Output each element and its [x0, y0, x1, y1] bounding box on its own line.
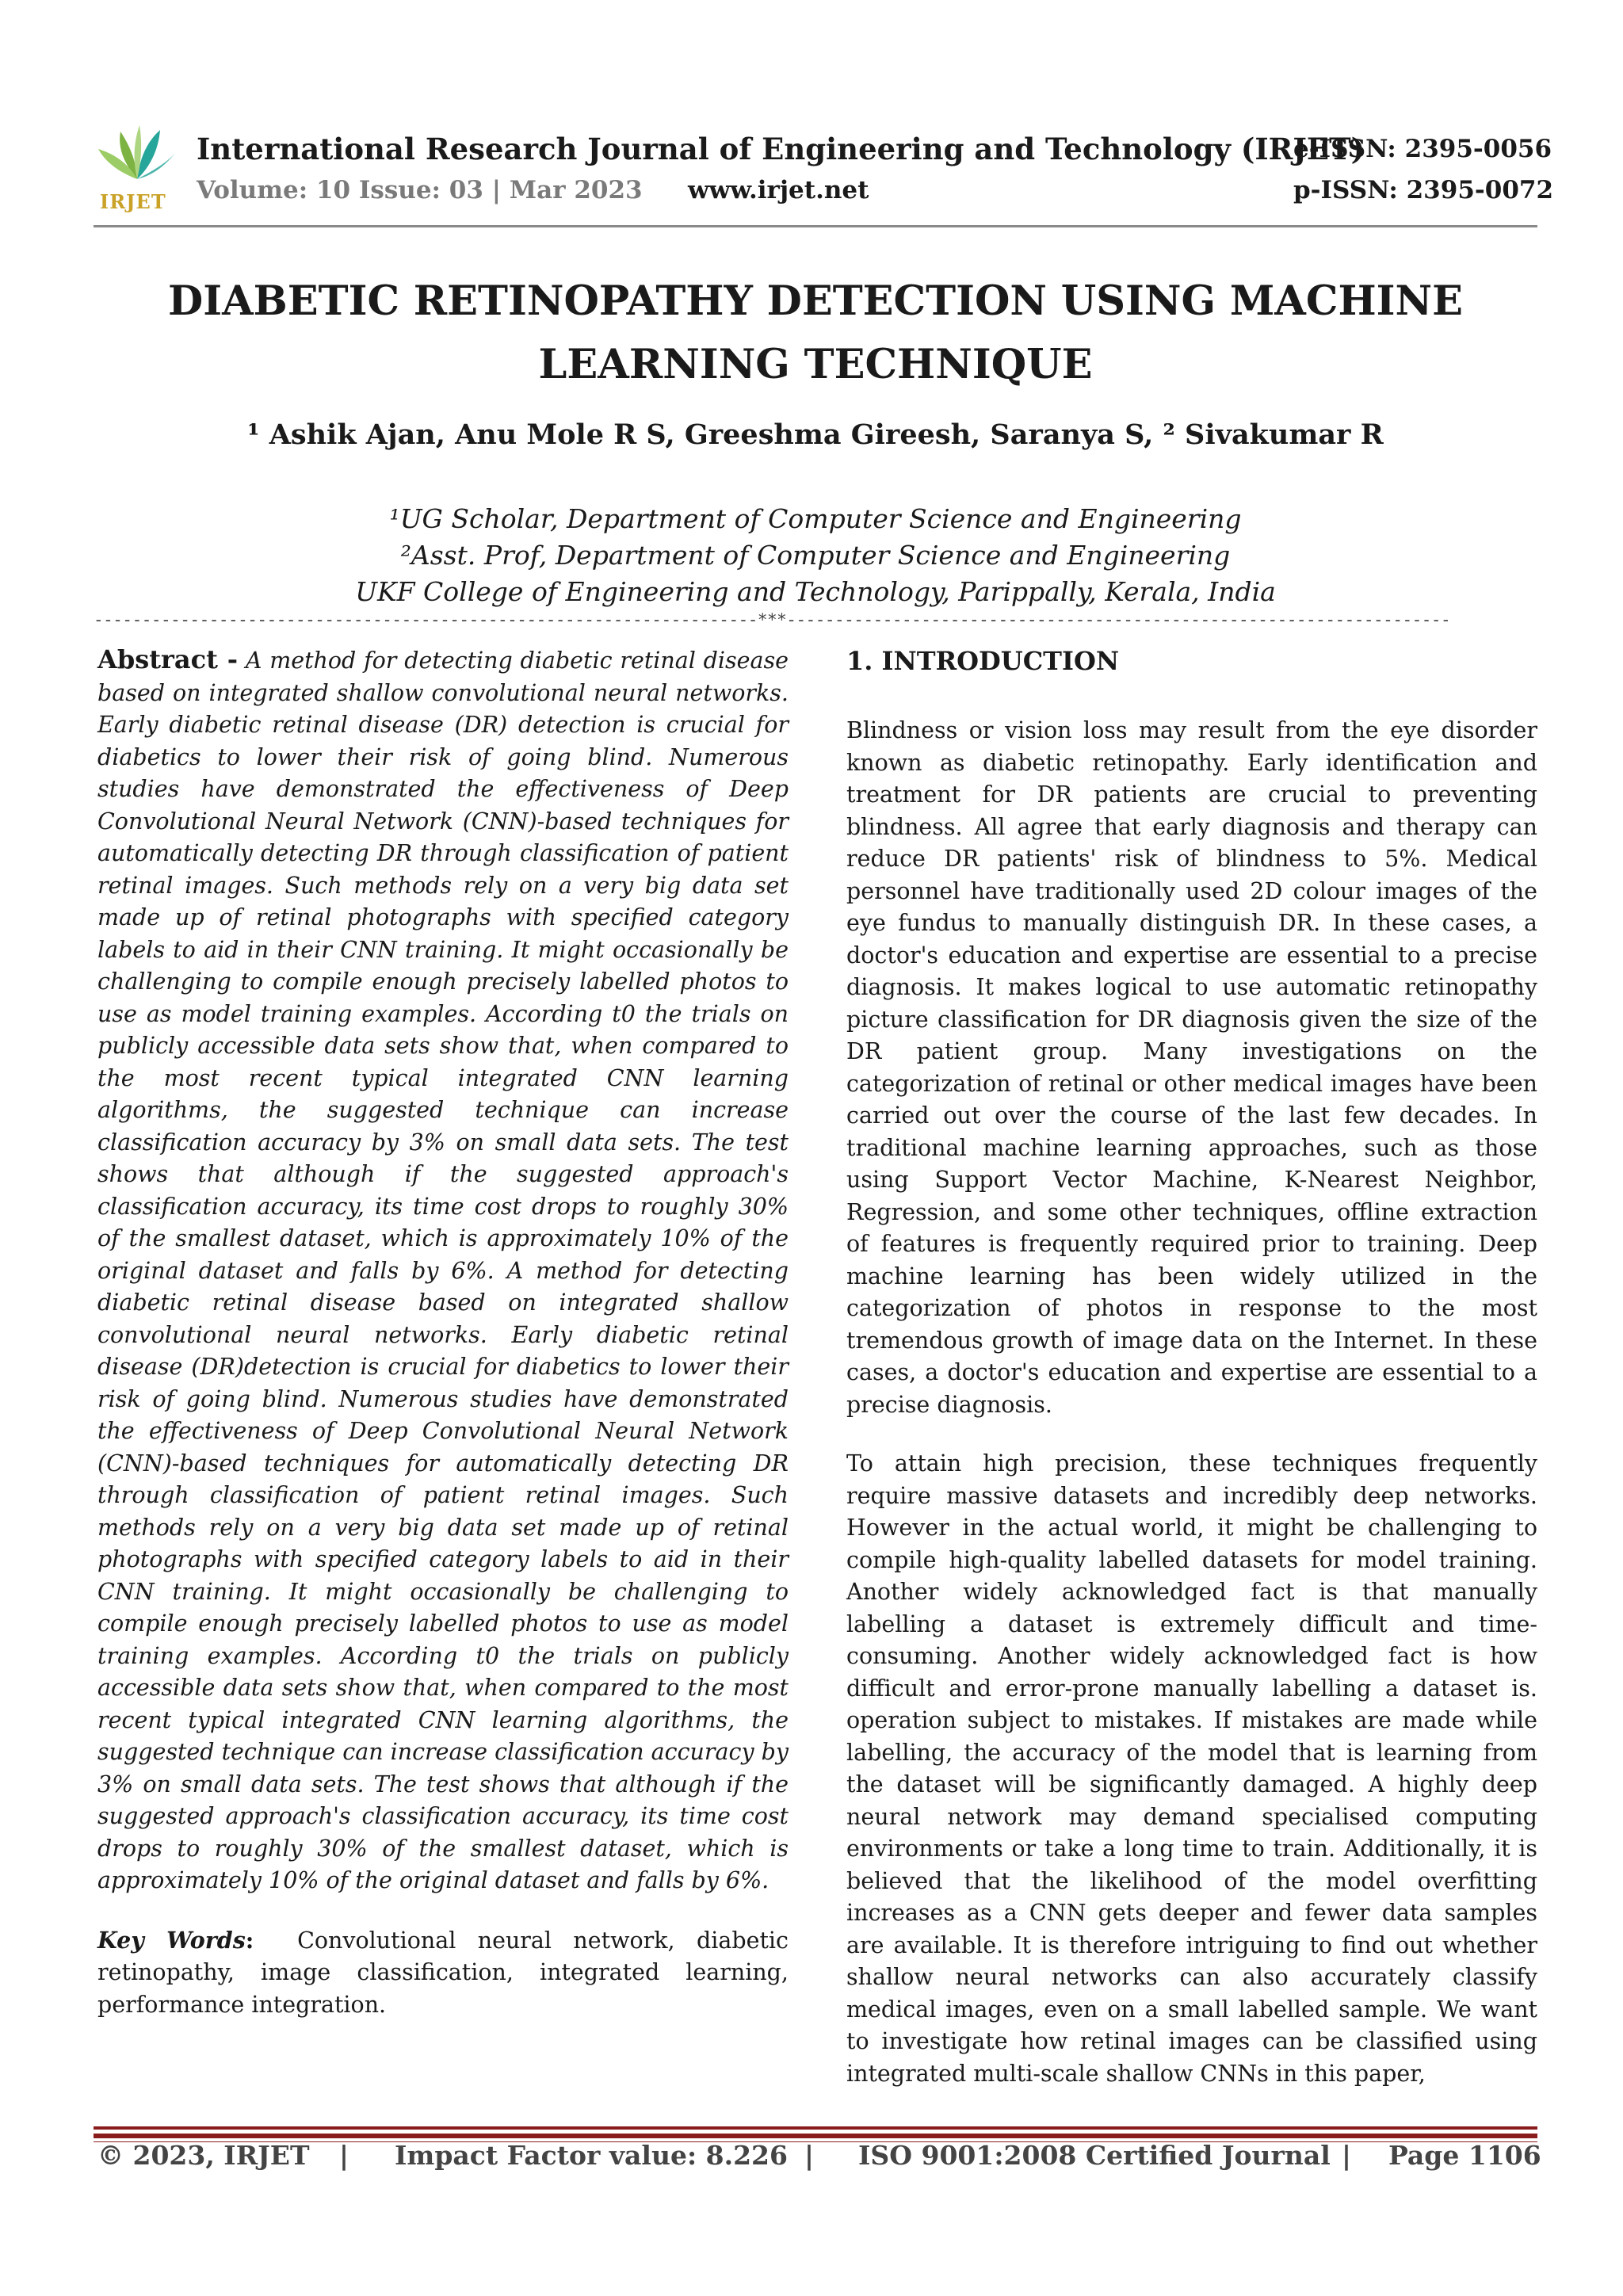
keywords: [97, 1924, 789, 2022]
p-issn: p-ISSN: 2395-0072: [1293, 176, 1554, 204]
author-list: ¹ Ashik Ajan, Anu Mole R S, Greeshma Gireesh, Saranya S, ² Sivakumar R: [247, 418, 1384, 451]
footer-page-number: Page 1106: [1388, 2140, 1541, 2171]
paper-title: DIABETIC RETINOPATHY DETECTION USING MACHINE LEARNING TECHNIQUE: [168, 277, 1463, 388]
footer-impact-factor: Impact Factor value: 8.226: [395, 2140, 788, 2171]
affiliation-3: UKF College of Engineering and Technology, Parippally, Kerala, India: [355, 576, 1276, 607]
introduction-heading: 1. INTRODUCTION: [846, 646, 1120, 676]
footer-separator: |: [804, 2140, 815, 2171]
keywords-colon: :: [245, 1926, 254, 1954]
logo-text: IRJET: [100, 190, 166, 213]
abstract-text: A method for detecting diabetic retinal disease based on integrated shallow convolutional neural networks. Early diabetic retinal disease (DR) detection is crucial for diabetics to lower their risk of going blind. Numerous studies have demonstrated the effectiveness of Deep Convolutional Neural Network (CNN)-based techniques for automatically detecting DR through classification of patient retinal images. Such methods rely on a very big data set made up of retinal photographs with specified category labels to aid in their CNN training. It might occasionally be challenging to compile enough precisely labelled photos to use as model training examples. According t0 the trials on publicly accessible data sets show that, when compared to the most recent typical integrated CNN learning algorithms, the suggested technique can increase classification accuracy by 3% on small data sets. The test shows that although if the suggested approach's classification accuracy, its time cost drops to roughly 30% of the smallest dataset, which is approximately 10% of the original dataset and falls by 6%. A method for detecting diabetic retinal disease based on integrated shallow convolutional neural networks. Early diabetic retinal disease (DR)detection is crucial for diabetics to lower their risk of going blind. Numerous studies have demonstrated the effectiveness of Deep Convolutional Neural Network (CNN)-based techniques for automatically detecting DR through classification of patient retinal images. Such methods rely on a very big data set made up of retinal photographs with specified category labels to aid in their CNN training. It might occasionally be challenging to compile enough precisely labelled photos to use as model training examples. According t0 the trials on publicly accessible data sets show that, when compared to the most recent typical integrated CNN learning algorithms, the suggested technique can increase classification accuracy by 3% on small data sets. The test shows that although if the suggested approach's classification accuracy, its time cost drops to roughly 30% of the smallest dataset, which is approximately 10% of the original dataset and falls by 6%.: [97, 648, 789, 1893]
abstract: [97, 644, 789, 1897]
keywords-label: Key Words: [97, 1926, 246, 1954]
footer-separator: |: [339, 2140, 349, 2171]
section-separator: ---------------------------------------------------------------------***---------------------------------------------------------------------: [94, 610, 1451, 629]
footer-separator: |: [1342, 2140, 1352, 2171]
journal-title: International Research Journal of Engineering and Technology (IRJET): [197, 132, 1365, 166]
affiliation-2: ²Asst. Prof, Department of Computer Science and Engineering: [400, 540, 1231, 571]
footer-copyright: © 2023, IRJET: [97, 2140, 310, 2171]
abstract-label: Abstract -: [97, 644, 239, 674]
footer-iso-certification: ISO 9001:2008 Certified Journal: [858, 2140, 1331, 2171]
header-divider: [94, 225, 1537, 227]
introduction-paragraph-2: To attain high precision, these techniques frequently require massive datasets and incredibly deep networks. However in the actual world, it might be challenging to compile high-quality labelled datasets for model training. Another widely acknowledged fact is that manually labelling a dataset is extremely difficult and time-consuming. Another widely acknowledged fact is how difficult and error-prone manually labelling a dataset is. operation subject to mistakes. If mistakes are made while labelling, the accuracy of the model that is learning from the dataset will be significantly damaged. A highly deep neural network may demand specialised computing environments or take a long time to train. Additionally, it is believed that the likelihood of the model overfitting increases as a CNN gets deeper and fewer data samples are available. It is therefore intriguing to find out whether shallow neural networks can also accurately classify medical images, even on a small labelled sample. We want to investigate how retinal images can be classified using integrated multi-scale shallow CNNs in this paper,: [846, 1450, 1537, 2087]
journal-logo: [94, 117, 181, 216]
affiliation-1: ¹UG Scholar, Department of Computer Science and Engineering: [389, 503, 1242, 534]
footer-rule-middle: [94, 2134, 1537, 2138]
volume-issue: Volume: 10 Issue: 03 | Mar 2023: [197, 176, 643, 204]
introduction-paragraph-1: Blindness or vision loss may result from the eye disorder known as diabetic retinopathy. Early identification and treatment for DR patients are crucial to preventing blindness. All agree that early diagnosis and therapy can reduce DR patients' risk of blindness to 5%. Medical personnel have traditionally used 2D colour images of the eye fundus to manually distinguish DR. In these cases, a doctor's education and expertise are essential to a precise diagnosis. It makes logical to use automatic retinopathy picture classification for DR diagnosis given the size of the DR patient group. Many investigations on the categorization of retinal or other medical images have been carried out over the course of the last few decades. In traditional machine learning approaches, such as those using Support Vector Machine, K-Nearest Neighbor, Regression, and some other techniques, offline extraction of features is frequently required prior to training. Deep machine learning has been widely utilized in the categorization of photos in response to the most tremendous growth of image data on the Internet. In these cases, a doctor's education and expertise are essential to a precise diagnosis.: [846, 717, 1537, 1418]
footer-rule-top: [94, 2126, 1537, 2130]
journal-website-link[interactable]: www.irjet.net: [688, 176, 869, 204]
e-issn: e-ISSN: 2395-0056: [1293, 135, 1552, 163]
left-column: [97, 644, 789, 2021]
right-column: [846, 644, 1537, 2090]
keywords-text: Convolutional neural network, diabetic retinopathy, image classification, integrated learning, performance integration.: [97, 1927, 789, 2018]
